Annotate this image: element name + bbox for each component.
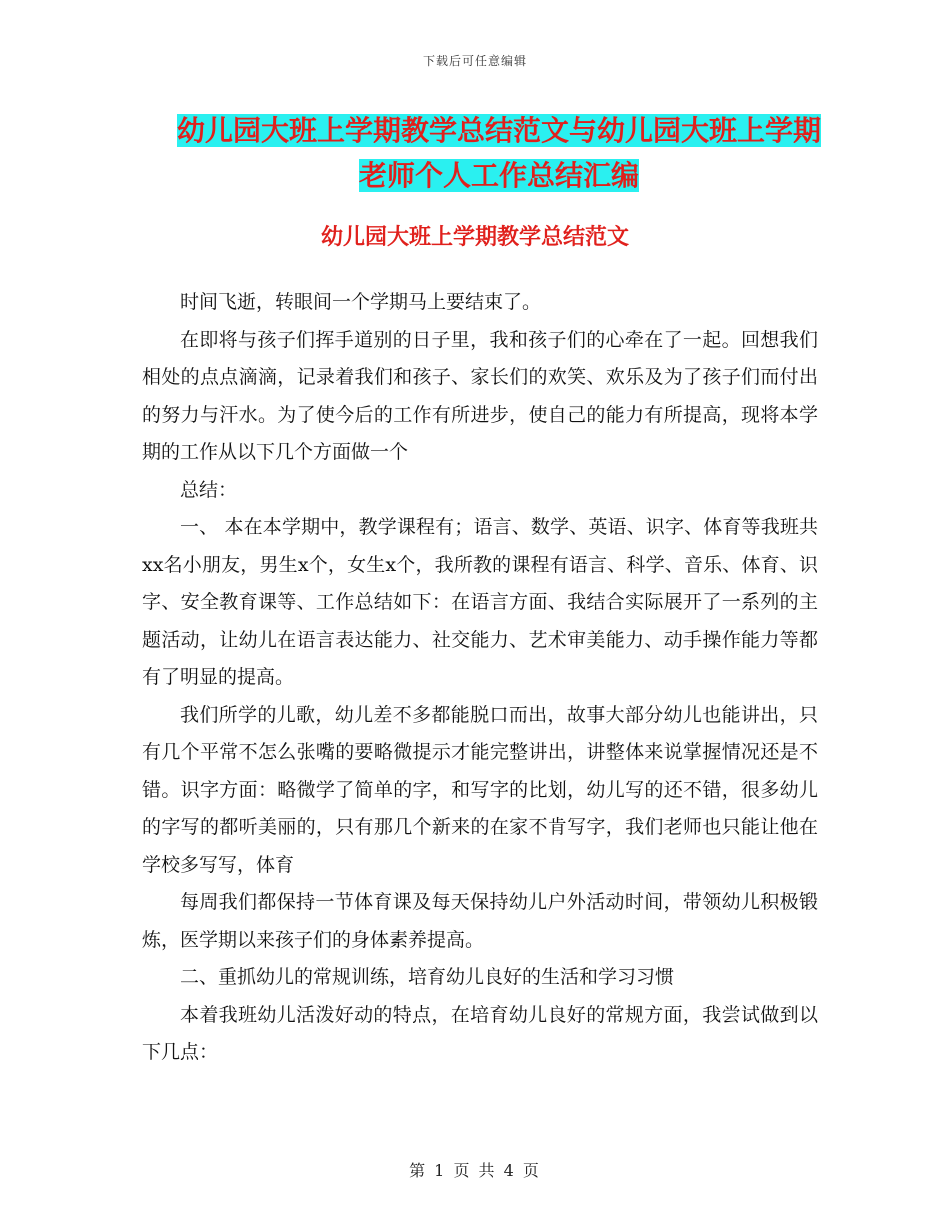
section-title: 幼儿园大班上学期教学总结范文 <box>320 225 629 250</box>
body-text <box>142 284 818 1072</box>
header-note: 下载后可任意编辑 <box>422 54 527 68</box>
paragraph: 时间飞逝，转眼间一个学期马上要结束了。 <box>180 291 542 313</box>
document-title-line-2: 老师个人工作总结汇编 <box>358 159 639 192</box>
document-title-line-1: 幼儿园大班上学期教学总结范文与幼儿园大班上学期 <box>176 114 821 147</box>
paragraph: 在即将与孩子们挥手道别的日子里，我和孩子们的心牵在了一起。回想我们相处的点点滴滴，记录着我们和孩子、家长们的欢笑、欢乐及为了孩子们而付出的努力与汗水。为了使今后的工作有所进步，使自己的能力有所提高，现将本学期的工作从以下几个方面做一个 <box>142 328 818 463</box>
paragraph: 二、重抓幼儿的常规训练，培育幼儿良好的生活和学习习惯 <box>180 966 675 988</box>
paragraph: 本着我班幼儿活泼好动的特点，在培育幼儿良好的常规方面，我尝试做到以下几点： <box>142 1003 818 1063</box>
paragraph: 总结： <box>180 478 238 501</box>
document-title <box>140 108 858 198</box>
paragraph: 每周我们都保持一节体育课及每天保持幼儿户外活动时间，带领幼儿积极锻炼，医学期以来孩子们的身体素养提高。 <box>142 891 818 951</box>
paragraph: 我们所学的儿歌，幼儿差不多都能脱口而出，故事大部分幼儿也能讲出，只有几个平常不怎么张嘴的要略微提示才能完整讲出，讲整体来说掌握情况还是不错。识字方面：略微学了简单的字，和写字的比划，幼儿写的还不错，很多幼儿的字写的都听美丽的，只有那几个新来的在家不肯写字，我们老师也只能让他在学校多写写，体育 <box>142 703 818 876</box>
paragraph: 一、 本在本学期中，教学课程有；语言、数学、英语、识字、体育等我班共xx名小朋友，男生x个，女生x个，我所教的课程有语言、科学、音乐、体育、识字、安全教育课等、工作总结如下：在语言方面、我结合实际展开了一系列的主题活动，让幼儿在语言表达能力、社交能力、艺术审美能力、动手操作能力等都有了明显的提高。 <box>142 516 818 688</box>
page-footer: 第 1 页 共 4 页 <box>409 1161 541 1180</box>
